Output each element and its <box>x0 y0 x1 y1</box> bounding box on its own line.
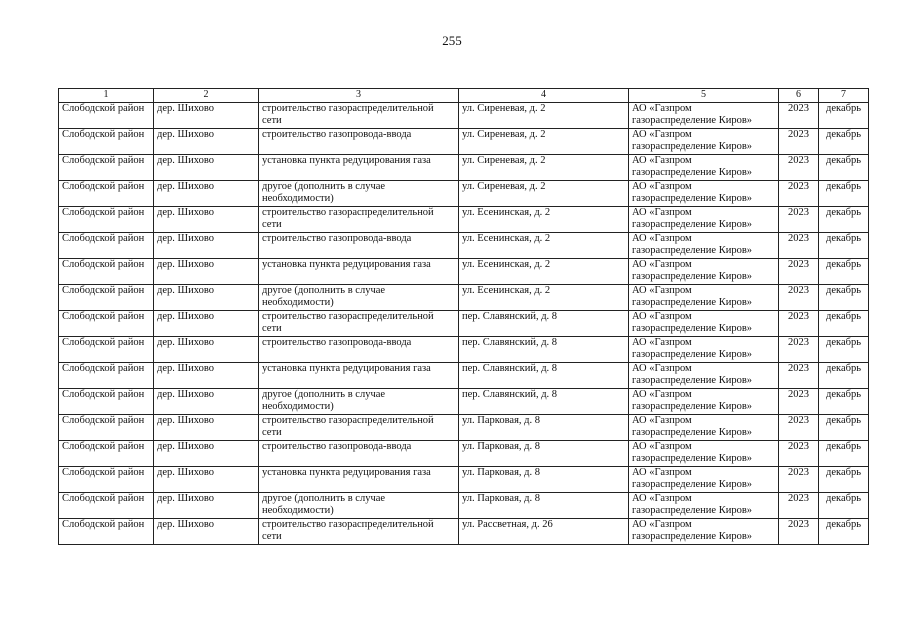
work-type-cell: строительство газораспределительной сети <box>259 310 459 336</box>
year-cell: 2023 <box>779 362 819 388</box>
table-row <box>59 128 869 154</box>
village-cell: дер. Шихово <box>154 128 259 154</box>
month-cell: декабрь <box>819 336 869 362</box>
village-cell: дер. Шихово <box>154 388 259 414</box>
district-cell: Слободской район <box>59 388 154 414</box>
address-cell: ул. Есенинская, д. 2 <box>459 258 629 284</box>
year-cell: 2023 <box>779 336 819 362</box>
address-cell: пер. Славянский, д. 8 <box>459 388 629 414</box>
table-row <box>59 388 869 414</box>
district-cell: Слободской район <box>59 154 154 180</box>
address-cell: ул. Есенинская, д. 2 <box>459 206 629 232</box>
table-row <box>59 492 869 518</box>
work-type-cell: установка пункта редуцирования газа <box>259 258 459 284</box>
month-cell: декабрь <box>819 102 869 128</box>
organization-cell: АО «Газпром газораспределение Киров» <box>629 466 779 492</box>
year-cell: 2023 <box>779 466 819 492</box>
work-type-cell: установка пункта редуцирования газа <box>259 154 459 180</box>
table-row <box>59 206 869 232</box>
month-cell: декабрь <box>819 180 869 206</box>
address-cell: ул. Сиреневая, д. 2 <box>459 102 629 128</box>
village-cell: дер. Шихово <box>154 206 259 232</box>
work-type-cell: другое (дополнить в случае необходимости) <box>259 180 459 206</box>
address-cell: ул. Есенинская, д. 2 <box>459 284 629 310</box>
month-cell: декабрь <box>819 440 869 466</box>
organization-cell: АО «Газпром газораспределение Киров» <box>629 258 779 284</box>
month-cell: декабрь <box>819 414 869 440</box>
column-header: 3 <box>259 89 459 103</box>
address-cell: пер. Славянский, д. 8 <box>459 310 629 336</box>
table-row <box>59 258 869 284</box>
organization-cell: АО «Газпром газораспределение Киров» <box>629 336 779 362</box>
year-cell: 2023 <box>779 154 819 180</box>
table-row <box>59 154 869 180</box>
work-type-cell: другое (дополнить в случае необходимости) <box>259 284 459 310</box>
month-cell: декабрь <box>819 466 869 492</box>
work-type-cell: установка пункта редуцирования газа <box>259 466 459 492</box>
district-cell: Слободской район <box>59 492 154 518</box>
year-cell: 2023 <box>779 284 819 310</box>
organization-cell: АО «Газпром газораспределение Киров» <box>629 414 779 440</box>
month-cell: декабрь <box>819 518 869 544</box>
month-cell: декабрь <box>819 232 869 258</box>
table-row <box>59 232 869 258</box>
village-cell: дер. Шихово <box>154 336 259 362</box>
column-header: 2 <box>154 89 259 103</box>
work-type-cell: строительство газопровода-ввода <box>259 232 459 258</box>
year-cell: 2023 <box>779 102 819 128</box>
month-cell: декабрь <box>819 310 869 336</box>
work-type-cell: строительство газопровода-ввода <box>259 128 459 154</box>
village-cell: дер. Шихово <box>154 492 259 518</box>
work-type-cell: другое (дополнить в случае необходимости) <box>259 388 459 414</box>
table-row <box>59 440 869 466</box>
village-cell: дер. Шихово <box>154 180 259 206</box>
table-row <box>59 414 869 440</box>
table-body <box>59 102 869 544</box>
month-cell: декабрь <box>819 492 869 518</box>
address-cell: пер. Славянский, д. 8 <box>459 336 629 362</box>
district-cell: Слободской район <box>59 440 154 466</box>
year-cell: 2023 <box>779 440 819 466</box>
district-cell: Слободской район <box>59 310 154 336</box>
village-cell: дер. Шихово <box>154 310 259 336</box>
village-cell: дер. Шихово <box>154 258 259 284</box>
year-cell: 2023 <box>779 128 819 154</box>
page-number: 255 <box>442 33 462 48</box>
table-row <box>59 102 869 128</box>
village-cell: дер. Шихово <box>154 440 259 466</box>
work-type-cell: строительство газораспределительной сети <box>259 102 459 128</box>
address-cell: ул. Сиреневая, д. 2 <box>459 128 629 154</box>
month-cell: декабрь <box>819 258 869 284</box>
organization-cell: АО «Газпром газораспределение Киров» <box>629 284 779 310</box>
table-row <box>59 362 869 388</box>
work-type-cell: строительство газопровода-ввода <box>259 336 459 362</box>
district-cell: Слободской район <box>59 258 154 284</box>
column-header: 5 <box>629 89 779 103</box>
district-cell: Слободской район <box>59 518 154 544</box>
village-cell: дер. Шихово <box>154 284 259 310</box>
district-cell: Слободской район <box>59 128 154 154</box>
address-cell: ул. Сиреневая, д. 2 <box>459 180 629 206</box>
district-cell: Слободской район <box>59 466 154 492</box>
organization-cell: АО «Газпром газораспределение Киров» <box>629 128 779 154</box>
village-cell: дер. Шихово <box>154 414 259 440</box>
column-header: 7 <box>819 89 869 103</box>
district-cell: Слободской район <box>59 102 154 128</box>
year-cell: 2023 <box>779 388 819 414</box>
work-type-cell: другое (дополнить в случае необходимости) <box>259 492 459 518</box>
work-type-cell: строительство газораспределительной сети <box>259 206 459 232</box>
village-cell: дер. Шихово <box>154 102 259 128</box>
village-cell: дер. Шихово <box>154 154 259 180</box>
address-cell: пер. Славянский, д. 8 <box>459 362 629 388</box>
year-cell: 2023 <box>779 492 819 518</box>
work-type-cell: строительство газораспределительной сети <box>259 518 459 544</box>
organization-cell: АО «Газпром газораспределение Киров» <box>629 232 779 258</box>
district-cell: Слободской район <box>59 284 154 310</box>
organization-cell: АО «Газпром газораспределение Киров» <box>629 440 779 466</box>
table-row <box>59 310 869 336</box>
column-header: 6 <box>779 89 819 103</box>
organization-cell: АО «Газпром газораспределение Киров» <box>629 388 779 414</box>
month-cell: декабрь <box>819 206 869 232</box>
month-cell: декабрь <box>819 388 869 414</box>
year-cell: 2023 <box>779 518 819 544</box>
organization-cell: АО «Газпром газораспределение Киров» <box>629 492 779 518</box>
work-type-cell: установка пункта редуцирования газа <box>259 362 459 388</box>
month-cell: декабрь <box>819 128 869 154</box>
organization-cell: АО «Газпром газораспределение Киров» <box>629 180 779 206</box>
organization-cell: АО «Газпром газораспределение Киров» <box>629 154 779 180</box>
year-cell: 2023 <box>779 180 819 206</box>
column-header: 1 <box>59 89 154 103</box>
district-cell: Слободской район <box>59 362 154 388</box>
organization-cell: АО «Газпром газораспределение Киров» <box>629 518 779 544</box>
organization-cell: АО «Газпром газораспределение Киров» <box>629 310 779 336</box>
address-cell: ул. Парковая, д. 8 <box>459 414 629 440</box>
district-cell: Слободской район <box>59 180 154 206</box>
address-cell: ул. Парковая, д. 8 <box>459 492 629 518</box>
district-cell: Слободской район <box>59 206 154 232</box>
address-cell: ул. Парковая, д. 8 <box>459 440 629 466</box>
table-row <box>59 466 869 492</box>
year-cell: 2023 <box>779 232 819 258</box>
village-cell: дер. Шихово <box>154 362 259 388</box>
year-cell: 2023 <box>779 206 819 232</box>
work-type-cell: строительство газопровода-ввода <box>259 440 459 466</box>
year-cell: 2023 <box>779 310 819 336</box>
month-cell: декабрь <box>819 284 869 310</box>
address-cell: ул. Рассветная, д. 26 <box>459 518 629 544</box>
address-cell: ул. Парковая, д. 8 <box>459 466 629 492</box>
month-cell: декабрь <box>819 154 869 180</box>
month-cell: декабрь <box>819 362 869 388</box>
table-row <box>59 518 869 544</box>
organization-cell: АО «Газпром газораспределение Киров» <box>629 102 779 128</box>
village-cell: дер. Шихово <box>154 518 259 544</box>
village-cell: дер. Шихово <box>154 466 259 492</box>
organization-cell: АО «Газпром газораспределение Киров» <box>629 206 779 232</box>
table-row <box>59 180 869 206</box>
year-cell: 2023 <box>779 414 819 440</box>
work-type-cell: строительство газораспределительной сети <box>259 414 459 440</box>
village-cell: дер. Шихово <box>154 232 259 258</box>
district-cell: Слободской район <box>59 414 154 440</box>
district-cell: Слободской район <box>59 232 154 258</box>
works-table <box>58 88 869 545</box>
district-cell: Слободской район <box>59 336 154 362</box>
year-cell: 2023 <box>779 258 819 284</box>
table-row <box>59 336 869 362</box>
header-row <box>59 89 869 103</box>
column-header: 4 <box>459 89 629 103</box>
table-row <box>59 284 869 310</box>
address-cell: ул. Есенинская, д. 2 <box>459 232 629 258</box>
address-cell: ул. Сиреневая, д. 2 <box>459 154 629 180</box>
organization-cell: АО «Газпром газораспределение Киров» <box>629 362 779 388</box>
